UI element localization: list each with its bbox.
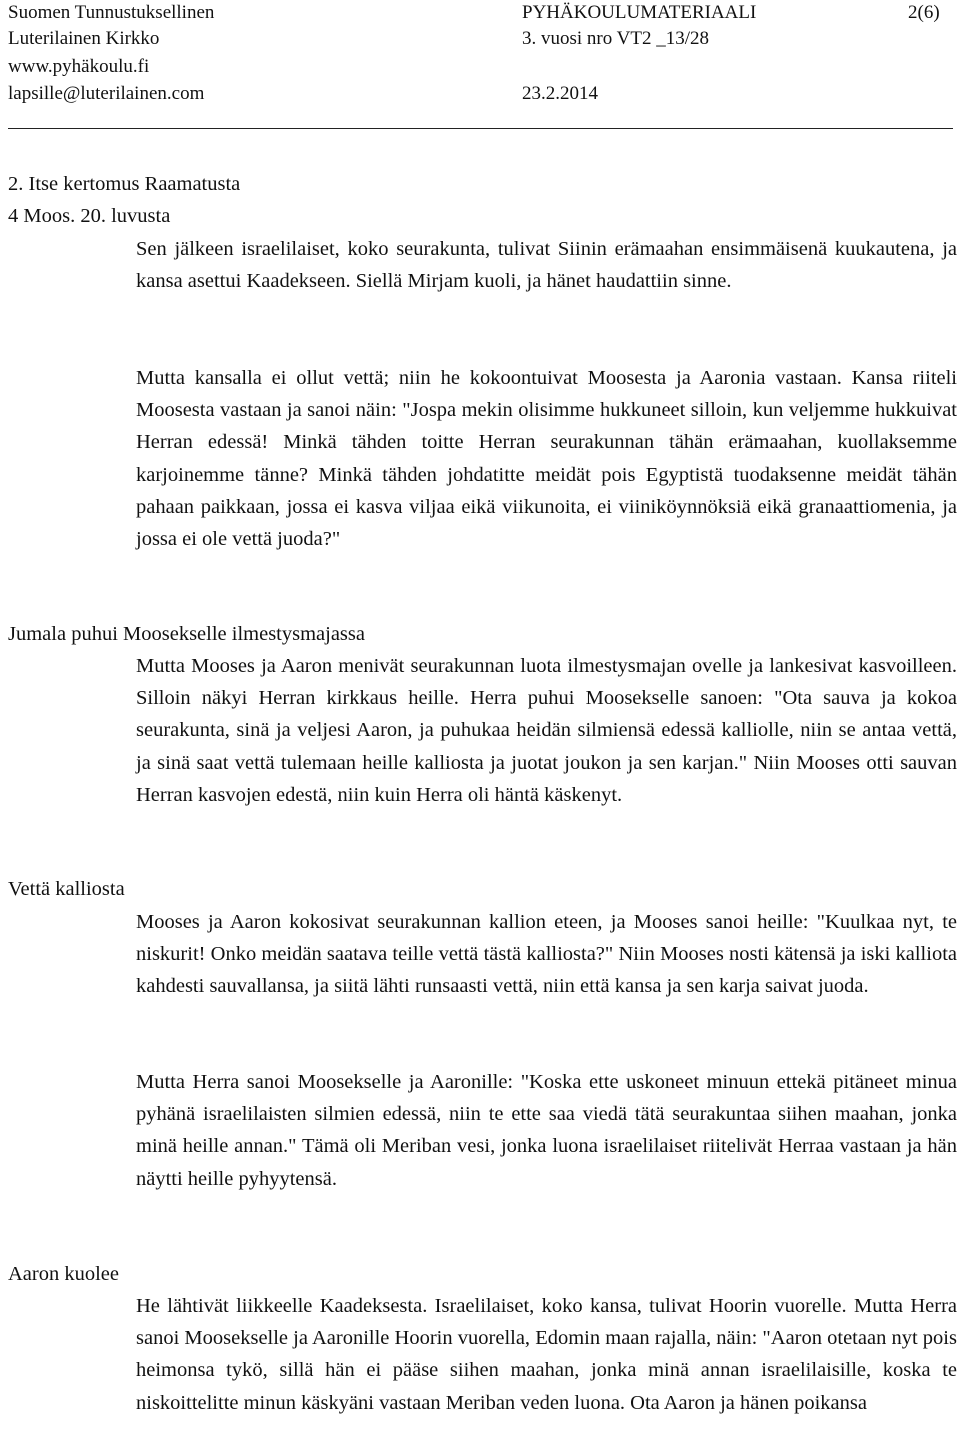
heading-vetta-kalliosta: Vettä kalliosta (8, 878, 125, 900)
org-name-line1: Suomen Tunnustuksellinen (8, 2, 215, 23)
paragraph-hoor: He lähtivät liikkeelle Kaadeksesta. Israelilaiset, koko kansa, tulivat Hoorin vuorelle. Mutta Herra sanoi Moosekselle ja Aaronille Hoorin vuorella, Edomin maan rajalla, näin: "Aaron otetaan nyt pois heimonsa tykö, sillä hän ei pääse siihen maahan, jonka minä annan israelilaisille, koska te niskoittelitte minun käskyäni vastaan Meriban veden luona. Ota Aaron ja hänen poikansa (136, 1295, 957, 1414)
section-title: 2. Itse kertomus Raamatusta (8, 173, 241, 195)
page-number: 2(6) (908, 2, 940, 23)
paragraph-rock: Mooses ja Aaron kokosivat seurakunnan kallion eteen, ja Mooses sanoi heille: "Kuulkaa nyt, te niskurit! Onko meidän saatava teille vettä tästä kalliosta?" Niin Mooses nosti kätensä ja iski kalliota kahdesti sauvallansa, ja siitä lähti runsaasti vettä, niin että kansa ja sen karja saivat juoda. (136, 911, 957, 998)
header-divider (8, 128, 953, 129)
heading-jumala-puhui: Jumala puhui Moosekselle ilmestysmajassa (8, 623, 365, 645)
paragraph-complaint: Mutta kansalla ei ollut vettä; niin he kokoontuivat Moosesta ja Aaronia vastaan. Kansa riiteli Moosesta vastaan ja sanoi näin: "Jospa mekin olisimme hukkuneet silloin, kun veljemme hukkuivat Herran edessä! Minkä tähden toitte Herran seurakunnan tähän erämaahan, kuollaksemme karjoinemme tänne? Minkä tähden johdatitte meidät pois Egyptistä tuodaksenne meidät tähän pahaan paikkaan, jossa ei kasva viljaa eikä viikunoita, ei viiniköynnöksiä eikä granaattiomenia, ja jossa ei ole vettä juoda?" (136, 367, 957, 551)
paragraph-tabernacle: Mutta Mooses ja Aaron menivät seurakunnan luota ilmestysmajan ovelle ja lankesivat kasvoilleen. Silloin näkyi Herran kirkkaus heille. Herra puhui Moosekselle sanoen: "Ota sauva ja kokoa seurakunta, sinä ja veljesi Aaron, ja puhukaa heidän silmiensä edessä kalliolle, niin se antaa vettä, ja sinä saat vettä tulemaan heille kalliosta ja juotat joukon ja sen karjan." Niin Mooses otti sauvan Herran kasvojen edestä, niin kuin Herra oli häntä käskenyt. (136, 655, 957, 806)
material-title: PYHÄKOULUMATERIAALI (522, 2, 757, 23)
issue-date: 23.2.2014 (522, 83, 598, 104)
scripture-reference: 4 Moos. 20. luvusta (8, 205, 171, 227)
paragraph-meriba: Mutta Herra sanoi Moosekselle ja Aaronille: "Koska ette uskoneet minuun ettekä pitäneet minua pyhänä israelilaisten silmien edessä, niin te ette saa viedä tätä seurakuntaa siihen maahan, jonka minä heille annan." Tämä oli Meriban vesi, jonka luona israelilaiset riitelivät Herraa vastaan ja hän näytti heille pyhyytensä. (136, 1071, 957, 1190)
issue-number: 3. vuosi nro VT2 _13/28 (522, 28, 710, 49)
org-name-line2: Luterilainen Kirkko (8, 28, 160, 49)
email-link[interactable]: lapsille@luterilainen.com (8, 83, 205, 104)
heading-aaron-kuolee: Aaron kuolee (8, 1263, 119, 1285)
paragraph-intro: Sen jälkeen israelilaiset, koko seurakunta, tulivat Siinin erämaahan ensimmäisenä kuukautena, ja kansa asettui Kaadekseen. Siellä Mirjam kuoli, ja hänet haudattiin sinne. (136, 238, 957, 293)
website-link[interactable]: www.pyhäkoulu.fi (8, 56, 150, 77)
